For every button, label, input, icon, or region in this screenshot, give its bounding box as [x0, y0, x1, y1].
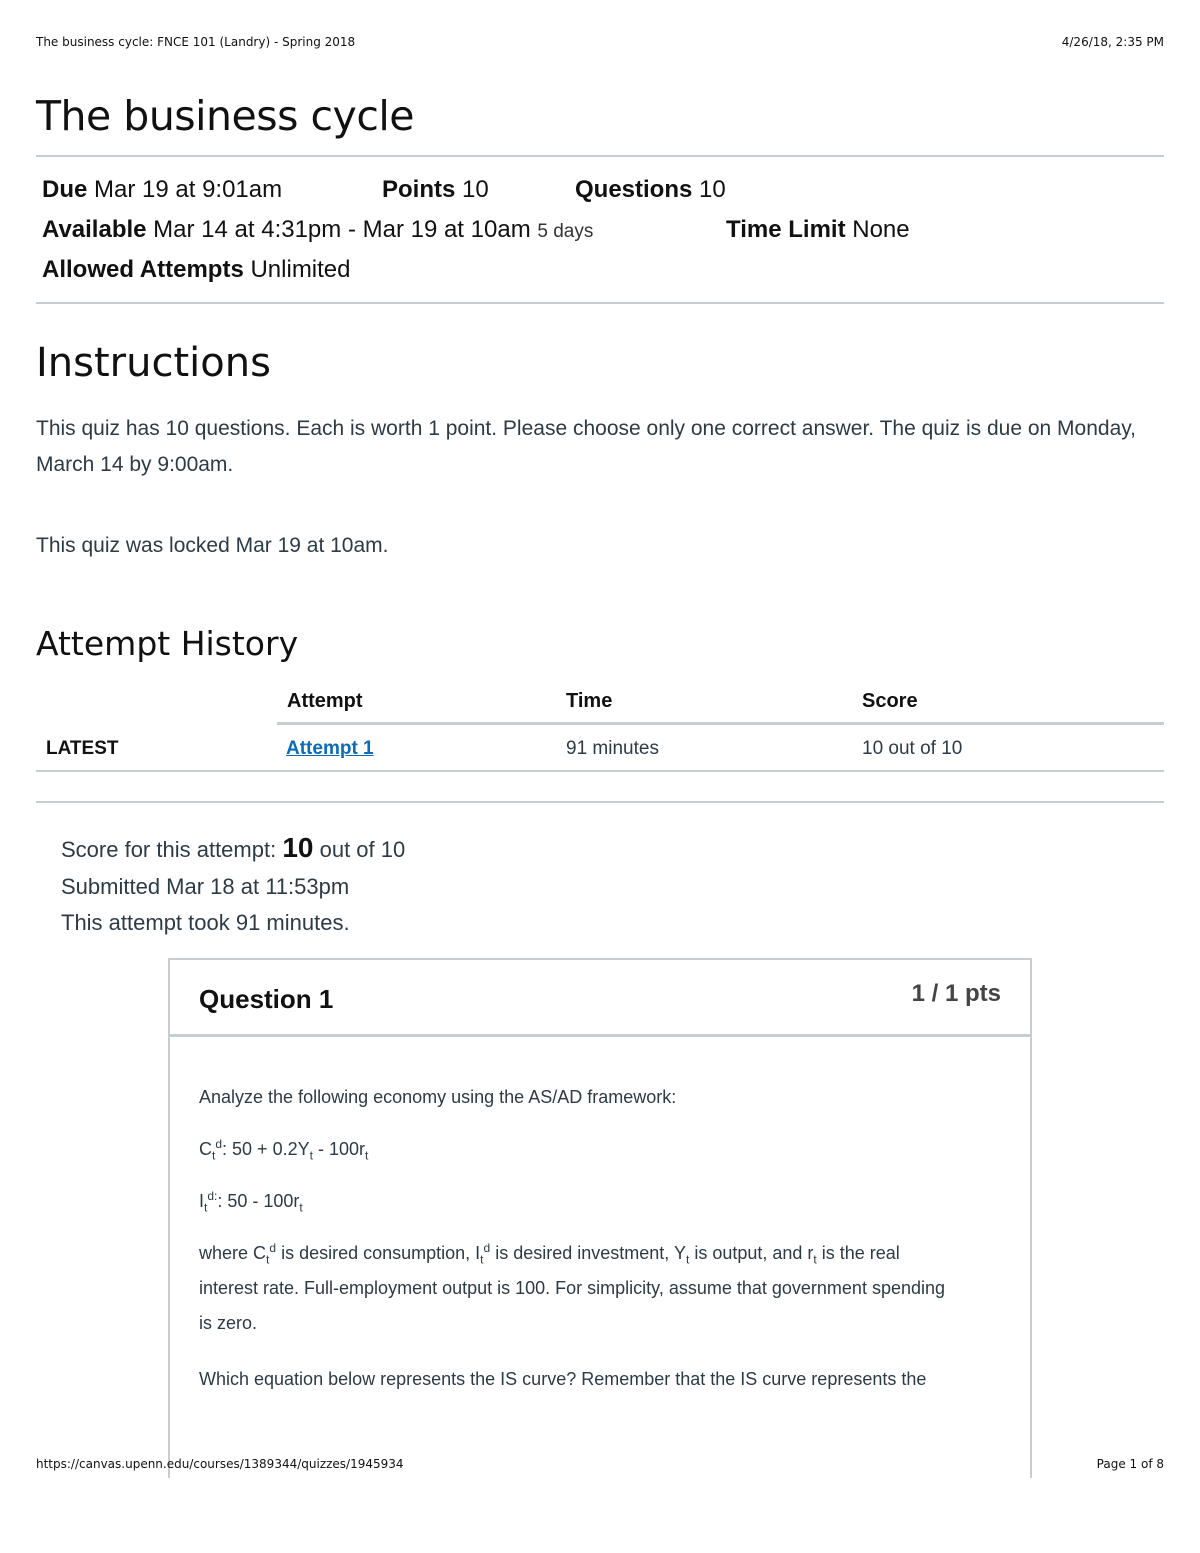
superscript-d: d:	[207, 1189, 218, 1203]
header-underline	[277, 722, 1164, 725]
page-title: The business cycle	[36, 92, 414, 140]
attempt-1-link[interactable]: Attempt 1	[286, 738, 374, 759]
time-limit-row	[726, 216, 910, 244]
definitions-line-2: interest rate. Full-employment output is 100. For simplicity, assume that government spending	[199, 1278, 946, 1298]
score-line	[61, 832, 405, 864]
superscript-d: d	[215, 1137, 223, 1151]
definitions-line-1	[199, 1236, 1000, 1271]
divider	[36, 302, 1164, 304]
instructions-heading: Instructions	[36, 340, 271, 386]
symbol-i: I	[199, 1191, 205, 1211]
equation-part: - 100r	[312, 1139, 365, 1159]
divider	[36, 155, 1164, 157]
superscript-d: d	[269, 1241, 277, 1255]
print-header-date: 4/26/18, 2:35 PM	[1061, 35, 1164, 49]
subscript-t: t	[685, 1252, 690, 1267]
text-part: is desired consumption, I	[276, 1243, 481, 1263]
time-limit-value: None	[852, 216, 910, 243]
print-footer-url: https://canvas.upenn.edu/courses/1389344/quizzes/1945934	[36, 1457, 404, 1471]
row-divider	[36, 770, 1164, 772]
instructions-text: This quiz has 10 questions. Each is worth 1 point. Please choose only one correct answer. The quiz is due on Monday, March 14 by 9:00am.	[36, 417, 1137, 476]
attempt-link-cell	[286, 738, 374, 760]
due-label: Due	[42, 176, 88, 203]
attempt-score-cell: 10 out of 10	[862, 738, 963, 759]
print-header-title: The business cycle: FNCE 101 (Landry) - Spring 2018	[36, 35, 356, 49]
print-header	[36, 35, 1164, 49]
text-part: is the real	[816, 1243, 900, 1263]
due-value: Mar 19 at 9:01am	[94, 176, 283, 203]
subscript-t: t	[813, 1252, 817, 1267]
subscript-t: t	[204, 1200, 208, 1215]
subscript-t: t	[364, 1148, 369, 1163]
symbol-c: C	[199, 1139, 212, 1159]
subscript-t: t	[309, 1148, 313, 1163]
score-suffix: out of 10	[319, 837, 406, 862]
points-value: 10	[462, 176, 489, 203]
question-intro: Analyze the following economy using the AS/AD framework:	[199, 1087, 677, 1107]
duration-line: This attempt took 91 minutes.	[61, 910, 350, 935]
text-part: where C	[199, 1243, 267, 1263]
due-row	[42, 176, 282, 204]
subscript-t: t	[266, 1252, 270, 1267]
attempts-row	[42, 256, 351, 284]
definitions-line-3: is zero.	[199, 1313, 258, 1333]
row-label-latest: LATEST	[46, 738, 119, 759]
question-points: 1 / 1 pts	[911, 980, 1001, 1007]
question-prompt: Which equation below represents the IS curve? Remember that the IS curve represents the	[199, 1369, 927, 1389]
available-label: Available	[42, 216, 147, 243]
equation-consumption	[199, 1132, 1000, 1167]
superscript-d: d	[483, 1241, 491, 1255]
attempt-time-cell: 91 minutes	[566, 738, 659, 759]
column-header-score: Score	[862, 690, 918, 712]
questions-label: Questions	[575, 176, 693, 203]
print-footer	[36, 1457, 1164, 1471]
attempt-history-heading: Attempt History	[36, 624, 299, 663]
questions-row	[575, 176, 726, 204]
question-card	[168, 958, 1032, 1478]
attempts-label: Allowed Attempts	[42, 256, 244, 283]
question-title: Question 1	[199, 984, 334, 1014]
text-part: is desired investment, Y	[490, 1243, 686, 1263]
text-part: is output, and r	[689, 1243, 814, 1263]
available-row	[42, 216, 593, 244]
score-prefix: Score for this attempt:	[61, 837, 277, 862]
column-header-attempt: Attempt	[287, 690, 363, 712]
available-value: Mar 14 at 4:31pm - Mar 19 at 10am	[153, 216, 531, 243]
print-footer-page: Page 1 of 8	[1096, 1457, 1164, 1471]
locked-notice: This quiz was locked Mar 19 at 10am.	[36, 534, 389, 557]
submitted-line: Submitted Mar 18 at 11:53pm	[61, 874, 350, 899]
points-row	[382, 176, 489, 204]
points-label: Points	[382, 176, 456, 203]
attempts-value: Unlimited	[250, 256, 351, 283]
available-duration: 5 days	[537, 221, 594, 242]
subscript-t: t	[299, 1200, 303, 1215]
equation-part: : 50 + 0.2Y	[222, 1139, 310, 1159]
question-definitions	[199, 1236, 1000, 1341]
question-header	[170, 960, 1030, 1037]
subscript-t: t	[212, 1148, 216, 1163]
equation-investment	[199, 1184, 1000, 1219]
column-header-time: Time	[566, 690, 613, 712]
subscript-t: t	[480, 1252, 484, 1267]
questions-value: 10	[699, 176, 726, 203]
time-limit-label: Time Limit	[726, 216, 846, 243]
equation-part: : 50 - 100r	[217, 1191, 300, 1211]
score-value: 10	[282, 832, 314, 863]
divider	[36, 801, 1164, 803]
